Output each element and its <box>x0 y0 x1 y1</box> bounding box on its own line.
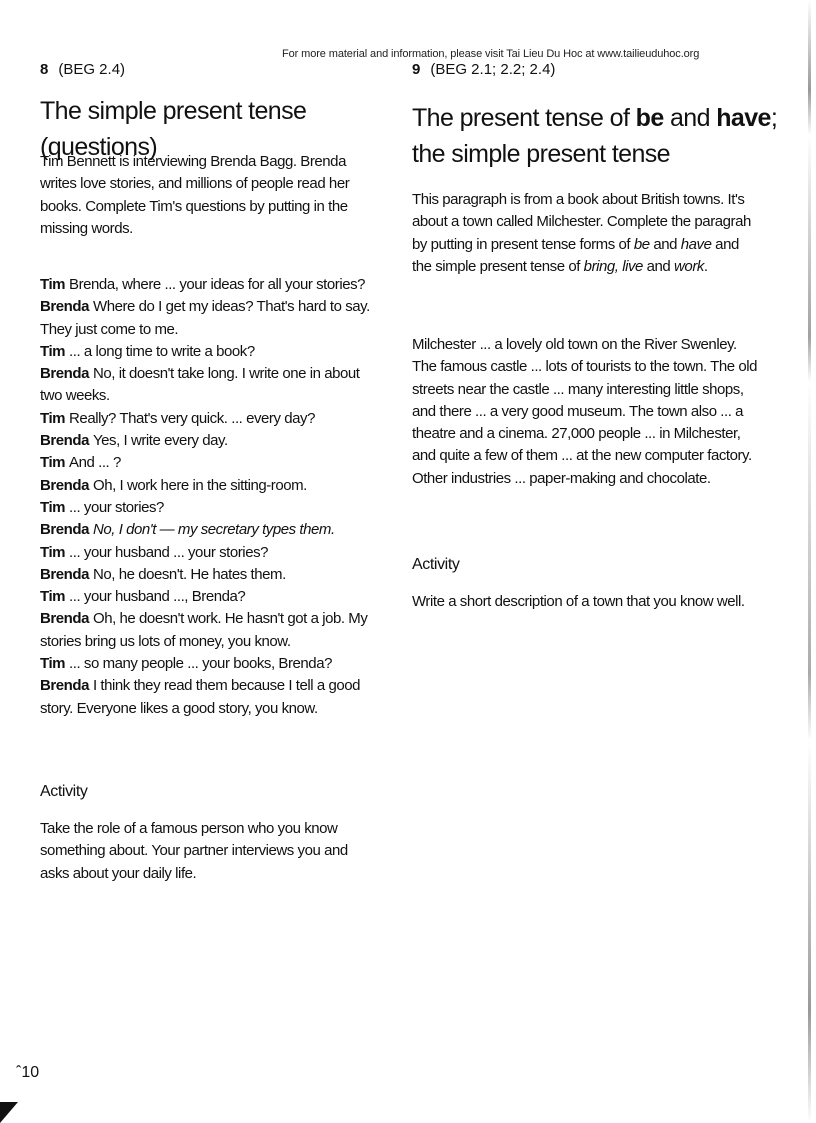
page-number <box>16 1064 39 1082</box>
dialogue-line <box>40 274 382 296</box>
speaker-name: Brenda <box>40 521 89 539</box>
dialogue-line <box>40 497 382 519</box>
page-number-value: 10 <box>21 1064 40 1081</box>
dialogue-text: No, I don't — my secretary types them. <box>92 521 335 539</box>
dialogue-line <box>40 452 382 474</box>
dialogue-text: Oh, he doesn't work. He hasn't got a job. My stories bring us lots of money, you know. <box>40 610 368 650</box>
dialogue-text: ... a long time to write a book? <box>69 342 255 360</box>
dialogue-line <box>40 653 382 675</box>
left-title: The simple present tense (questions) <box>40 97 307 161</box>
dialogue-text: Yes, I write every day. <box>92 432 228 450</box>
dialogue-line <box>40 408 382 430</box>
right-title-and: and <box>663 104 717 132</box>
right-intro-be: be <box>633 235 650 253</box>
dialogue-text: ... your husband ..., Brenda? <box>69 588 246 606</box>
right-paragraph: Milchester ... a lovely old town on the River Swenley. The famous castle ... lots of tourists to the town. The old streets near the castle ... many interesting little shops, and there ... a very good museum. The town also ... a theatre and a cinema. 27,000 people ... in Milchester, and quite a few of them ... at the new computer factory. Other industries ... paper-making and chocolate. <box>412 336 758 487</box>
dialogue-line <box>40 675 382 720</box>
dialogue-line <box>40 296 382 341</box>
speaker-name: Tim <box>40 276 66 293</box>
right-intro-work: work <box>674 257 704 275</box>
dialogue-line <box>40 542 382 564</box>
dialogue-text: ... your stories? <box>69 498 164 516</box>
left-section-number <box>40 61 125 78</box>
left-section-ref: (BEG 2.4) <box>58 61 126 78</box>
left-intro: Tim Bennett is interviewing Brenda Bagg. Brenda writes love stories, and millions of people read her books. Complete Tim's questions by putting in the missing words. <box>40 153 350 237</box>
speaker-name: Tim <box>40 543 66 561</box>
speaker-name: Brenda <box>40 432 89 450</box>
right-title-semi: ; <box>770 104 778 132</box>
speaker-name: Tim <box>40 342 66 360</box>
right-title-part1: The present tense of <box>412 104 636 132</box>
dialogue-text: ... your husband ... your stories? <box>69 543 269 561</box>
speaker-name: Brenda <box>40 610 89 628</box>
dialogue-text: Brenda, where ... your ideas for all your stories? <box>69 276 366 293</box>
dialogue-text: No, he doesn't. He hates them. <box>92 565 286 583</box>
dialogue-text: Really? That's very quick. ... every day? <box>69 409 315 427</box>
dialogue-text: I think they read them because I tell a good story. Everyone likes a good story, you know. <box>40 677 361 717</box>
right-title <box>412 100 792 172</box>
right-intro-end: . <box>703 257 708 275</box>
right-intro-and: and <box>649 235 681 253</box>
speaker-name: Tim <box>40 655 66 673</box>
speaker-name: Tim <box>40 588 66 606</box>
dialogue <box>40 274 382 720</box>
dialogue-line <box>40 608 382 653</box>
dialogue-line <box>40 519 382 541</box>
corner-mark <box>0 1102 18 1123</box>
dialogue-line <box>40 341 382 363</box>
dialogue-line <box>40 586 382 608</box>
speaker-name: Tim <box>40 498 66 516</box>
speaker-name: Tim <box>40 454 66 472</box>
right-intro-have: have <box>680 235 712 253</box>
right-intro-part2: and the simple present tense of <box>412 235 739 275</box>
dialogue-text: ... so many people ... your books, Brenda? <box>69 655 332 673</box>
speaker-name: Brenda <box>40 677 89 695</box>
speaker-name: Brenda <box>40 565 89 583</box>
dialogue-text: Oh, I work here in the sitting-room. <box>92 476 307 494</box>
right-intro-verbs: bring, live <box>583 257 643 275</box>
speaker-name: Tim <box>40 409 66 427</box>
dialogue-line <box>40 363 382 408</box>
left-activity-heading: Activity <box>40 783 88 800</box>
right-section-number <box>412 61 555 78</box>
right-title-have: have <box>716 104 771 132</box>
right-section-num: 9 <box>412 61 421 78</box>
dialogue-line <box>40 475 382 497</box>
speaker-name: Brenda <box>40 476 89 494</box>
right-intro <box>412 189 758 278</box>
left-section-num: 8 <box>40 61 49 78</box>
right-intro-part1: This paragraph is from a book about British towns. It's about a town called Milchester. Complete the paragrah by putting in present tense forms of <box>412 191 751 253</box>
speaker-name: Brenda <box>40 298 89 316</box>
dialogue-text: Where do I get my ideas? That's hard to say. They just come to me. <box>40 298 370 338</box>
right-activity-text: Write a short description of a town that you know well. <box>412 593 745 610</box>
dialogue-line <box>40 564 382 586</box>
speaker-name: Brenda <box>40 365 89 383</box>
header-note: For more material and information, please visit Tai Lieu Du Hoc at www.tailieuduhoc.org <box>282 48 700 60</box>
left-activity-text: Take the role of a famous person who you know something about. Your partner interviews you and asks about your daily life. <box>40 820 348 882</box>
dialogue-text: And ... ? <box>69 454 121 472</box>
right-title-be: be <box>635 104 664 132</box>
right-intro-and2: and <box>642 257 675 275</box>
right-activity-heading: Activity <box>412 556 460 573</box>
right-title-line2: the simple present tense <box>412 140 670 168</box>
dialogue-text: No, it doesn't take long. I write one in about two weeks. <box>40 365 360 405</box>
page-number-mark: ˆ <box>16 1064 22 1081</box>
right-section-ref: (BEG 2.1; 2.2; 2.4) <box>430 61 556 78</box>
dialogue-line <box>40 430 382 452</box>
page-edge-shadow <box>808 0 811 1123</box>
